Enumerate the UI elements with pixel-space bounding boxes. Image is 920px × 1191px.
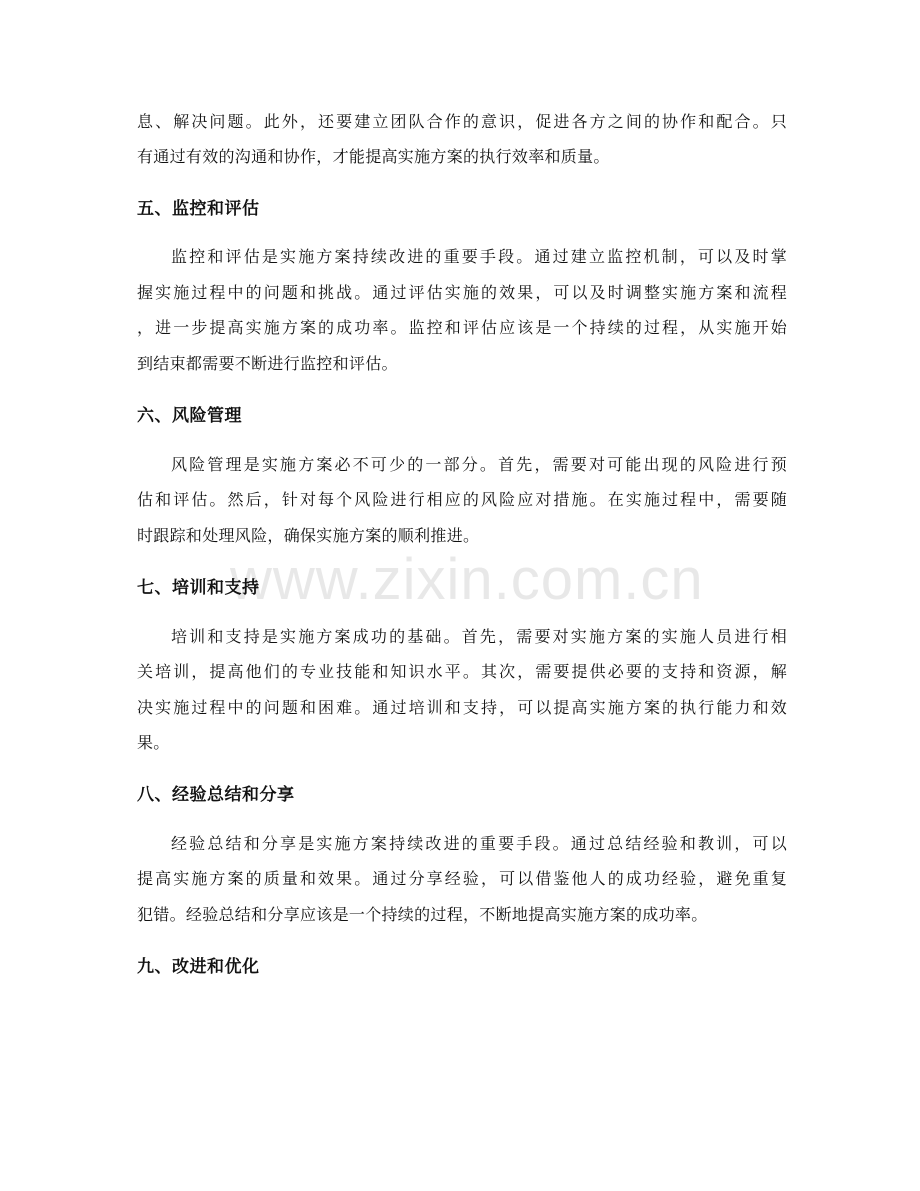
section-monitoring-line-3: ，进一步提高实施方案的成功率。监控和评估应该是一个持续的过程，从实施开始 bbox=[137, 318, 787, 337]
section-experience-line-3: 犯错。经验总结和分享应该是一个持续的过程，不断地提高实施方案的成功率。 bbox=[137, 905, 708, 924]
section-training-line-4: 果。 bbox=[137, 733, 170, 752]
section-risk-line-3: 时跟踪和处理风险，确保实施方案的顺利推进。 bbox=[137, 526, 480, 545]
section-monitoring-line-1: 监控和评估是实施方案持续改进的重要手段。通过建立监控机制，可以及时掌 bbox=[171, 247, 787, 266]
watermark-text: www.zixin.com.cn bbox=[230, 547, 704, 612]
section-monitoring-line-4: 到结束都需要不断进行监控和评估。 bbox=[137, 354, 398, 373]
section-risk-line-1: 风险管理是实施方案必不可少的一部分。首先，需要对可能出现的风险进行预 bbox=[171, 455, 787, 474]
section-training-line-3: 决实施过程中的问题和困难。通过培训和支持，可以提高实施方案的执行能力和效 bbox=[137, 698, 787, 717]
intro-line-1: 息、解决问题。此外，还要建立团队合作的意识，促进各方之间的协作和配合。只 bbox=[137, 112, 787, 131]
section-risk-line-2: 估和评估。然后，针对每个风险进行相应的风险应对措施。在实施过程中，需要随 bbox=[137, 490, 787, 509]
section-experience-line-2: 提高实施方案的质量和效果。通过分享经验，可以借鉴他人的成功经验，避免重复 bbox=[137, 869, 787, 888]
section-heading-monitoring: 五、监控和评估 bbox=[137, 199, 260, 219]
section-heading-risk: 六、风险管理 bbox=[137, 406, 242, 426]
intro-line-2: 有通过有效的沟通和协作，才能提高实施方案的执行效率和质量。 bbox=[137, 147, 610, 166]
section-monitoring-line-2: 握实施过程中的问题和挑战。通过评估实施的效果，可以及时调整实施方案和流程 bbox=[137, 283, 787, 302]
section-training-line-1: 培训和支持是实施方案成功的基础。首先，需要对实施方案的实施人员进行相 bbox=[171, 627, 787, 646]
section-heading-training: 七、培训和支持 bbox=[137, 578, 260, 598]
section-heading-improvement: 九、改进和优化 bbox=[137, 957, 260, 977]
section-heading-experience: 八、经验总结和分享 bbox=[137, 785, 295, 805]
section-training-line-2: 关培训，提高他们的专业技能和知识水平。其次，需要提供必要的支持和资源，解 bbox=[137, 662, 787, 681]
section-experience-line-1: 经验总结和分享是实施方案持续改进的重要手段。通过总结经验和教训，可以 bbox=[171, 834, 787, 853]
